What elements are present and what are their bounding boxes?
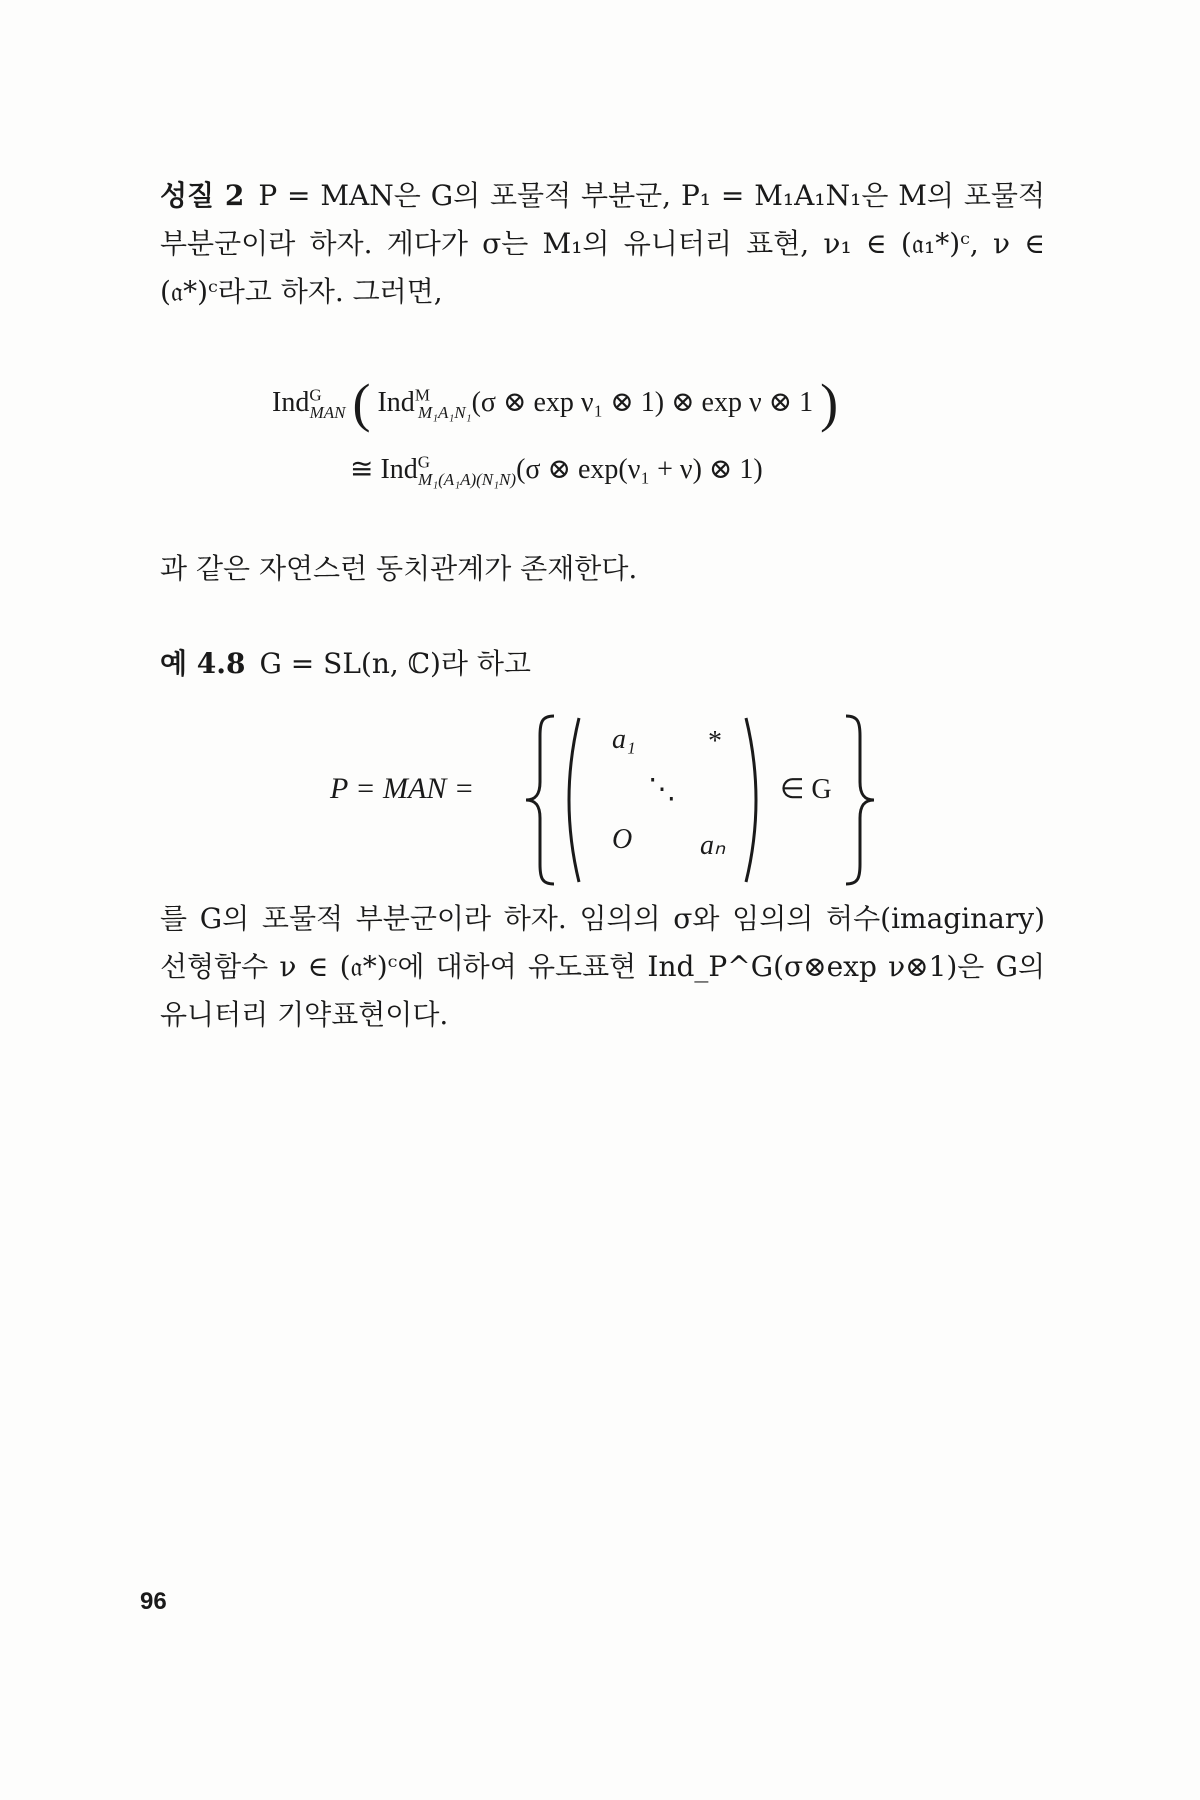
matrix-lhs: P = MAN = <box>330 772 475 805</box>
left-paren-icon <box>555 712 585 888</box>
matrix-zero: O <box>612 824 633 855</box>
left-brace-icon <box>520 712 560 888</box>
matrix-an: aₙ <box>700 830 726 861</box>
right-paren: ) <box>820 373 839 433</box>
property-heading: 성질 2 <box>160 179 245 212</box>
example-text: G = SL(n, ℂ)라 하고 <box>259 647 531 680</box>
property-paragraph <box>160 172 1045 316</box>
matrix-star: * <box>708 726 722 757</box>
matrix-equation <box>330 712 890 888</box>
final-paragraph: 를 G의 포물적 부분군이라 하자. 임의의 σ와 임의의 허수(imaginary) 선형함수 ν ∈ (𝔞*)ᶜ에 대하여 유도표현 Ind_P^G(σ⊗exp ν⊗1)은 G의 유니터리 기약표현이다. <box>160 902 1045 1031</box>
right-paren-icon <box>740 712 770 888</box>
matrix-dots: ⋱ <box>648 774 676 805</box>
left-paren: ( <box>352 373 371 433</box>
conclusion-text: 과 같은 자연스런 동치관계가 존재한다. <box>160 552 638 585</box>
matrix-a1: a₁ <box>612 724 636 755</box>
equation-line-1: Ind$^G_{MAN}$ ( Ind$^M_{M_1A_1N_1}$(σ ⊗ exp ν₁ ⊗ 1) ⊗ exp ν ⊗ 1 ) <box>272 373 839 433</box>
example-heading: 예 4.8 <box>160 647 246 680</box>
equation-line-2: ≅ Ind$^G_{M_1(A_1A)(N_1N)}$(σ ⊗ exp(ν₁ + ν) ⊗ 1) <box>350 452 763 489</box>
matrix-member: ∈ G <box>780 774 832 805</box>
right-brace-icon <box>840 712 880 888</box>
page-number: 96 <box>140 1588 167 1615</box>
example-paragraph <box>160 640 1045 688</box>
property-text: P = MAN은 G의 포물적 부분군, P₁ = M₁A₁N₁은 M의 포물적 부분군이라 하자. 게다가 σ는 M₁의 유니터리 표현, ν₁ ∈ (𝔞₁*)ᶜ, ν ∈ (𝔞*)ᶜ라고 하자. 그러면, <box>160 179 1045 308</box>
